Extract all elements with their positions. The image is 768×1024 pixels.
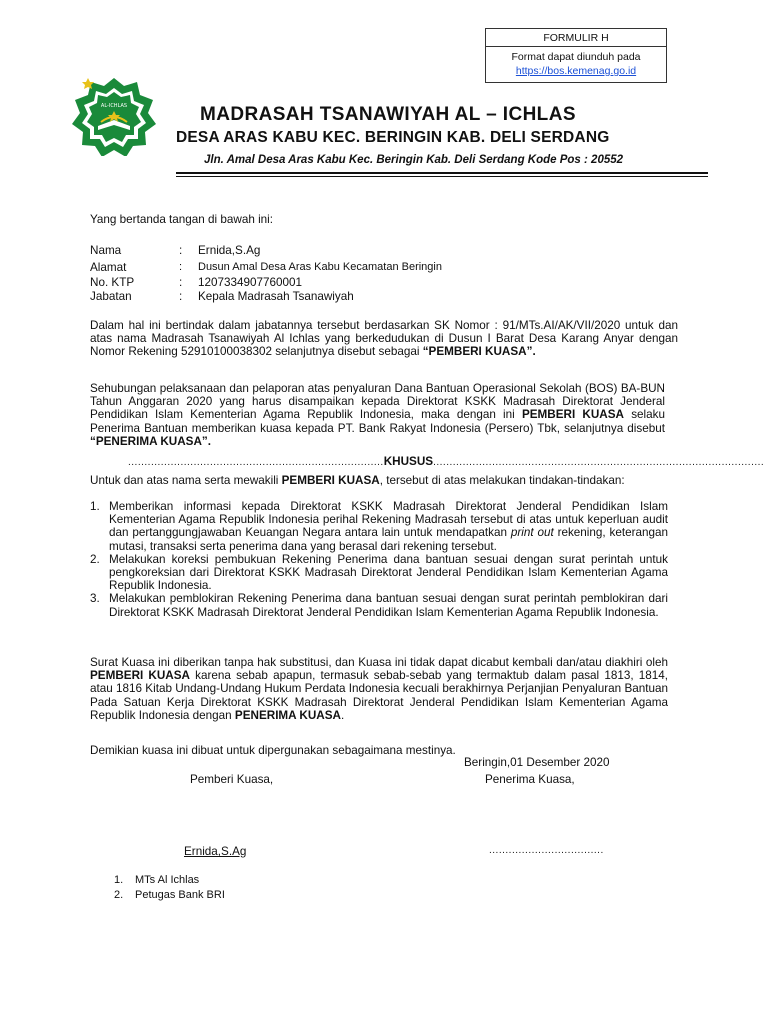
logo-text: AL-ICHLAS (100, 103, 128, 109)
signer-left-title: Pemberi Kuasa, (190, 773, 274, 786)
identity-sep: : (179, 276, 183, 289)
signer-left-name: Ernida,S.Ag (184, 845, 247, 858)
pemberi-kuasa-term: PEMBERI KUASA (521, 408, 624, 422)
paragraph-mewakili-text-c: , tersebut di atas melakukan tindakan-tindakan: (379, 474, 625, 487)
list-text: Memberikan informasi kepada Direktorat KSKK Madrasah Direktorat Jenderal Pendidikan Islam Kementerian Agama Republik Indonesia perihal Rekening Madrasah tersebut di atas untuk keperluan audit dan pertanggungjawaban Keuangan Negara antara lain untuk mendapatkan (109, 500, 668, 540)
header-rule-thick (176, 172, 708, 174)
identity-label: Alamat (90, 261, 127, 274)
penerima-kuasa-term: PENERIMA KUASA (234, 708, 341, 722)
form-title: FORMULIR H (486, 29, 666, 47)
paragraph-mewakili-text-a: Untuk dan atas nama serta mewakili (90, 474, 282, 487)
identity-value: 1207334907760001 (198, 276, 303, 289)
paragraph-substitusi-text-e: . (340, 708, 345, 722)
header-rule-thin (176, 176, 708, 177)
intro-line: Yang bertanda tangan di bawah ini: (90, 213, 274, 226)
madrasah-logo (68, 76, 160, 156)
identity-label: Nama (90, 244, 122, 257)
identity-sep: : (179, 244, 183, 257)
khusus-dots-left: .............................................................................. (128, 457, 384, 468)
list-text: Petugas Bank BRI (135, 889, 225, 901)
copies-list (114, 873, 225, 903)
school-name: MADRASAH TSANAWIYAH AL – ICHLAS (200, 104, 576, 125)
identity-label: Jabatan (90, 290, 132, 303)
list-number: 2. (114, 889, 124, 901)
form-download-link[interactable]: https://bos.kemenag.go.id (515, 65, 637, 77)
identity-sep: : (179, 290, 183, 303)
place-date: Beringin,01 Desember 2020 (464, 756, 610, 769)
list-text-italic: print out (510, 526, 554, 540)
actions-list (90, 500, 668, 619)
list-text: Melakukan koreksi pembukuan Rekening Penerima dana bantuan sesuai dengan surat perintah untuk pengkoreksian dari Direktorat KSKK Madrasah Direktorat Jenderal Pendidikan Islam Kementerian Agama Republik Indonesia. (109, 552, 668, 593)
list-item (90, 553, 668, 593)
list-item (90, 592, 668, 618)
identity-sep: : (179, 261, 183, 273)
paragraph-substitusi-text-a: Surat Kuasa ini diberikan tanpa hak substitusi, dan Kuasa ini tidak dapat dicabut kembali dan/atau diakhiri oleh (90, 656, 668, 669)
paragraph-substitusi (90, 656, 668, 722)
list-item (90, 500, 668, 553)
list-text: Melakukan pemblokiran Rekening Penerima dana bantuan sesuai dengan surat perintah pemblokiran dari Direktorat KSKK Madrasah Direktorat Jenderal Pendidikan Islam Kementerian Agama Republik Indonesia. (109, 592, 668, 619)
khusus-dots-right: ..................................................................................................... (433, 457, 765, 468)
khusus-line (128, 452, 765, 470)
signer-right-name: ................................... (489, 845, 604, 856)
paragraph-bos-text-c: selaku Penerima Bantuan memberikan kuasa kepada PT. Bank Rakyat Indonesia (Persero) Tbk, selanjutnya disebut (90, 408, 665, 435)
paragraph-bos (90, 382, 665, 448)
list-number: 2. (90, 552, 100, 566)
closing-line: Demikian kuasa ini dibuat untuk dipergunakan sebagaimana mestinya. (90, 744, 456, 757)
signer-right-title: Penerima Kuasa, (485, 773, 575, 786)
form-note (486, 47, 666, 82)
identity-value: Kepala Madrasah Tsanawiyah (198, 290, 354, 303)
school-address: Jln. Amal Desa Aras Kabu Kec. Beringin Kab. Deli Serdang Kode Pos : 20552 (204, 154, 624, 166)
list-number: 1. (90, 500, 100, 513)
list-item (114, 873, 225, 888)
form-note-text: Format dapat diunduh pada (511, 51, 641, 63)
pemberi-kuasa-term: “PEMBERI KUASA”. (422, 345, 536, 359)
list-text: MTs Al Ichlas (135, 874, 200, 886)
pemberi-kuasa-term: PEMBERI KUASA (281, 474, 380, 487)
form-label-box (485, 28, 667, 83)
paragraph-mewakili (90, 474, 665, 487)
school-location: DESA ARAS KABU KEC. BERINGIN KAB. DELI SERDANG (176, 129, 610, 146)
identity-value: Dusun Amal Desa Aras Kabu Kecamatan Beringin (198, 261, 442, 273)
identity-value: Ernida,S.Ag (198, 244, 261, 257)
paragraph-bos-text-a: Sehubungan pelaksanaan dan pelaporan atas penyaluran Dana Bantuan Operasional Sekolah (BOS) BA-BUN Tahun Anggaran 2020 yang harus disampaikan kepada Direktorat KSKK Madrasah Direktorat Jenderal Pendidikan Islam Kementerian Agama Republik Indonesia, maka dengan ini (90, 382, 665, 422)
pemberi-kuasa-term: PEMBERI KUASA (90, 669, 190, 683)
paragraph-sk (90, 319, 678, 359)
list-number: 1. (114, 874, 124, 886)
identity-label: No. KTP (90, 276, 135, 289)
khusus-word: KHUSUS (383, 455, 434, 468)
list-number: 3. (90, 592, 100, 606)
penerima-kuasa-term: “PENERIMA KUASA”. (90, 434, 211, 448)
list-text-tail: rekening, keterangan mutasi, transaksi serta penerima dana yang berasal dari rekening tersebut. (109, 526, 668, 553)
paragraph-sk-text: Dalam hal ini bertindak dalam jabatannya tersebut berdasarkan SK Nomor : 91/MTs.AI/AK/VII/2020 untuk dan atas nama Madrasah Tsanawiyah Al Ichlas yang berkedudukan di Dusun I Barat Desa Karang Anyar dengan Nomor Rekening 52910100038302 selanjutnya disebut sebagai (90, 319, 678, 359)
list-item (114, 888, 225, 903)
paragraph-substitusi-text-c: karena sebab apapun, termasuk sebab-sebab yang termaktub dalam pasal 1813, 1814, atau 1816 Kitab Undang-Undang Hukum Perdata Indonesia kecuali berakhirnya Perjanjian Penyaluran Bantuan Pada Satuan Kerja Direktorat KSKK Madrasah Direktorat Jenderal Pendidikan Islam Kementerian Agama Republik Indonesia dengan (90, 669, 669, 722)
